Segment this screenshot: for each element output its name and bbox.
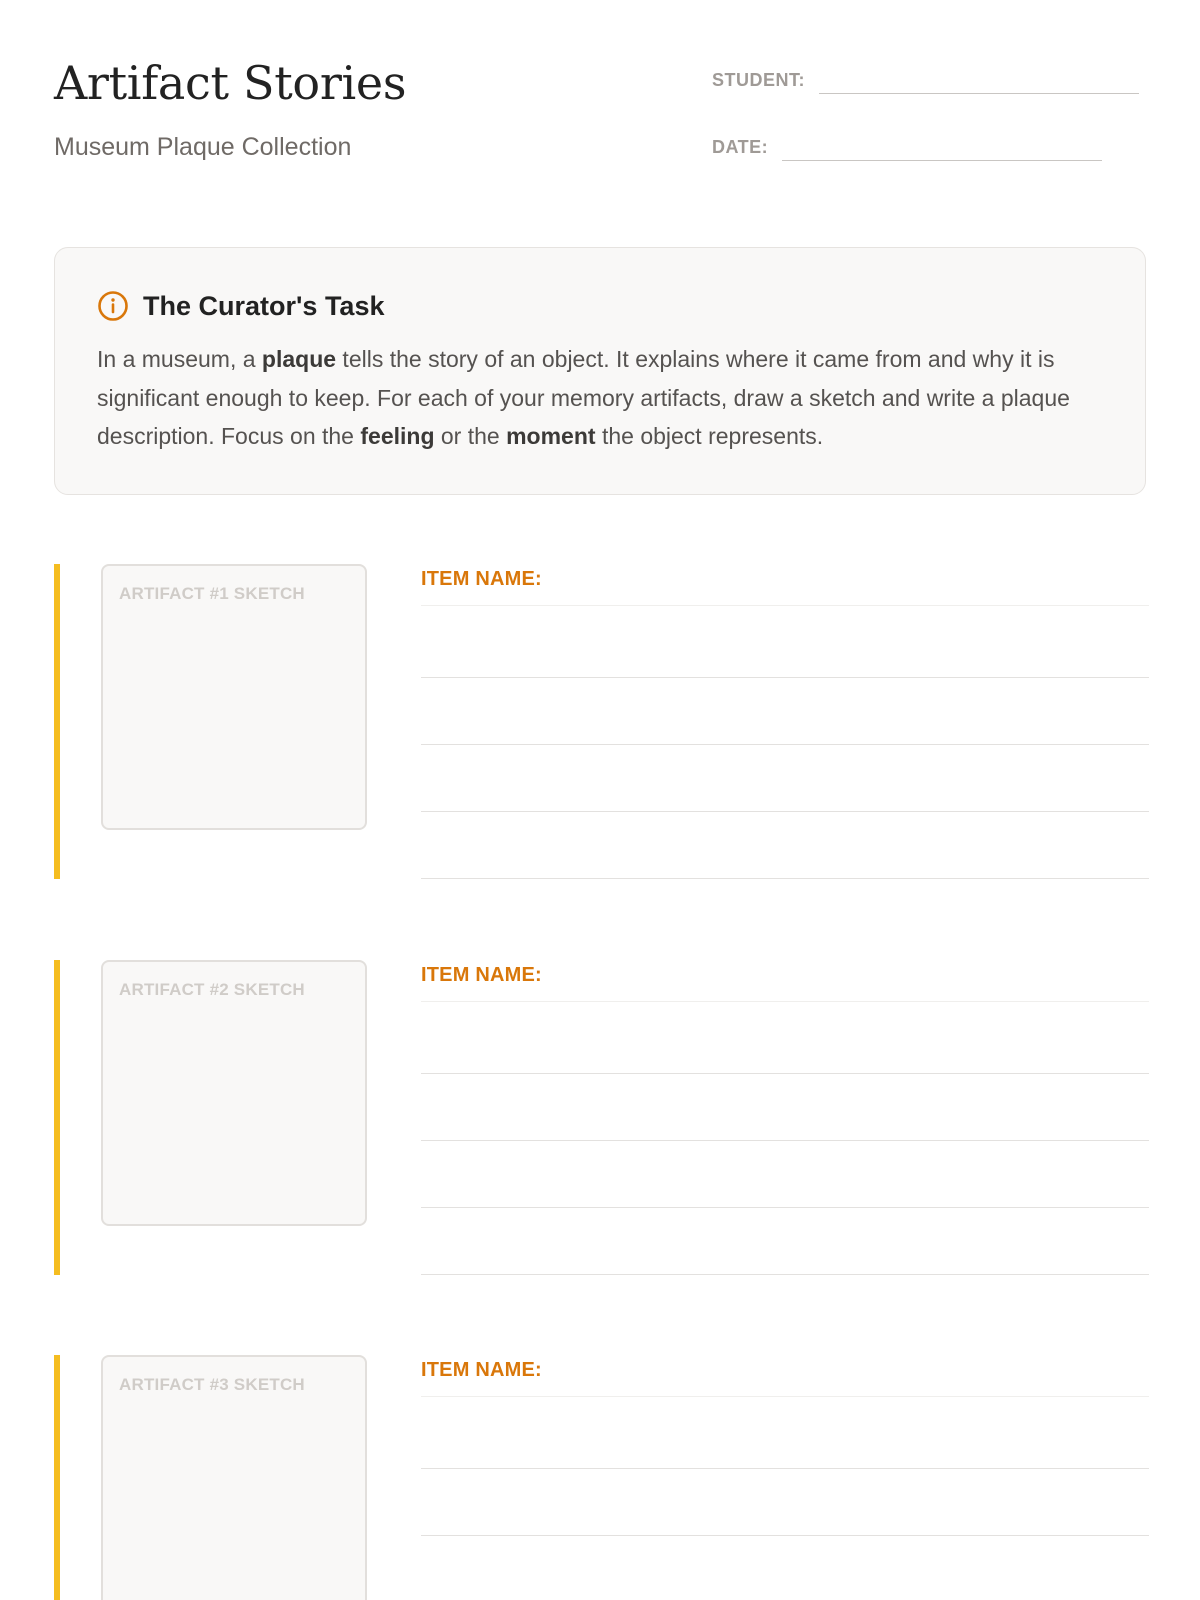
item-name-line[interactable] — [421, 605, 1149, 606]
student-label: STUDENT: — [712, 70, 805, 90]
writing-line[interactable] — [421, 1207, 1149, 1208]
writing-line[interactable] — [421, 1468, 1149, 1469]
task-text: tells the story of an object. It explains where it came from and why it is significant enough to keep. For each of your memory artifacts, draw a sketch and write a plaque description. Focus on the — [97, 346, 1070, 449]
item-name-line[interactable] — [421, 1396, 1149, 1397]
writing-line[interactable] — [421, 677, 1149, 678]
task-term-moment: moment — [506, 423, 596, 449]
student-field — [712, 68, 1139, 94]
accent-bar — [54, 1355, 60, 1600]
artifact-card-1 — [54, 564, 1146, 879]
writing-line[interactable] — [421, 1535, 1149, 1536]
task-text: the object represents. — [595, 423, 824, 449]
writing-line[interactable] — [421, 1140, 1149, 1141]
writing-line[interactable] — [421, 878, 1149, 879]
task-heading — [97, 288, 384, 324]
sketch-label: ARTIFACT #3 SKETCH — [119, 1375, 305, 1394]
date-label: DATE: — [712, 137, 769, 157]
info-circle-icon — [97, 290, 129, 322]
sketch-label: ARTIFACT #1 SKETCH — [119, 584, 305, 603]
sketch-area-1[interactable] — [101, 564, 367, 830]
item-name-line[interactable] — [421, 1001, 1149, 1002]
sketch-area-3[interactable] — [101, 1355, 367, 1600]
task-text: In a museum, a — [97, 346, 262, 372]
writing-line[interactable] — [421, 1274, 1149, 1275]
artifact-card-2 — [54, 960, 1146, 1275]
task-term-plaque: plaque — [261, 346, 337, 372]
item-name-label: ITEM NAME: — [421, 1359, 542, 1381]
task-description — [97, 340, 1117, 456]
accent-bar — [54, 564, 60, 879]
task-term-feeling: feeling — [360, 423, 435, 449]
date-input-line[interactable] — [782, 136, 1102, 161]
artifact-card-3 — [54, 1355, 1146, 1600]
item-name-label: ITEM NAME: — [421, 964, 542, 986]
item-name-label: ITEM NAME: — [421, 568, 542, 590]
accent-bar — [54, 960, 60, 1275]
writing-line[interactable] — [421, 1073, 1149, 1074]
student-input-line[interactable] — [819, 69, 1139, 94]
curator-task-box — [54, 247, 1146, 495]
writing-line[interactable] — [421, 811, 1149, 812]
sketch-area-2[interactable] — [101, 960, 367, 1226]
date-field — [712, 135, 1102, 161]
page-title: Artifact Stories — [54, 56, 407, 110]
task-text: or the — [434, 423, 507, 449]
sketch-label: ARTIFACT #2 SKETCH — [119, 980, 305, 999]
task-title: The Curator's Task — [143, 291, 385, 321]
writing-line[interactable] — [421, 744, 1149, 745]
page-subtitle: Museum Plaque Collection — [54, 133, 352, 161]
